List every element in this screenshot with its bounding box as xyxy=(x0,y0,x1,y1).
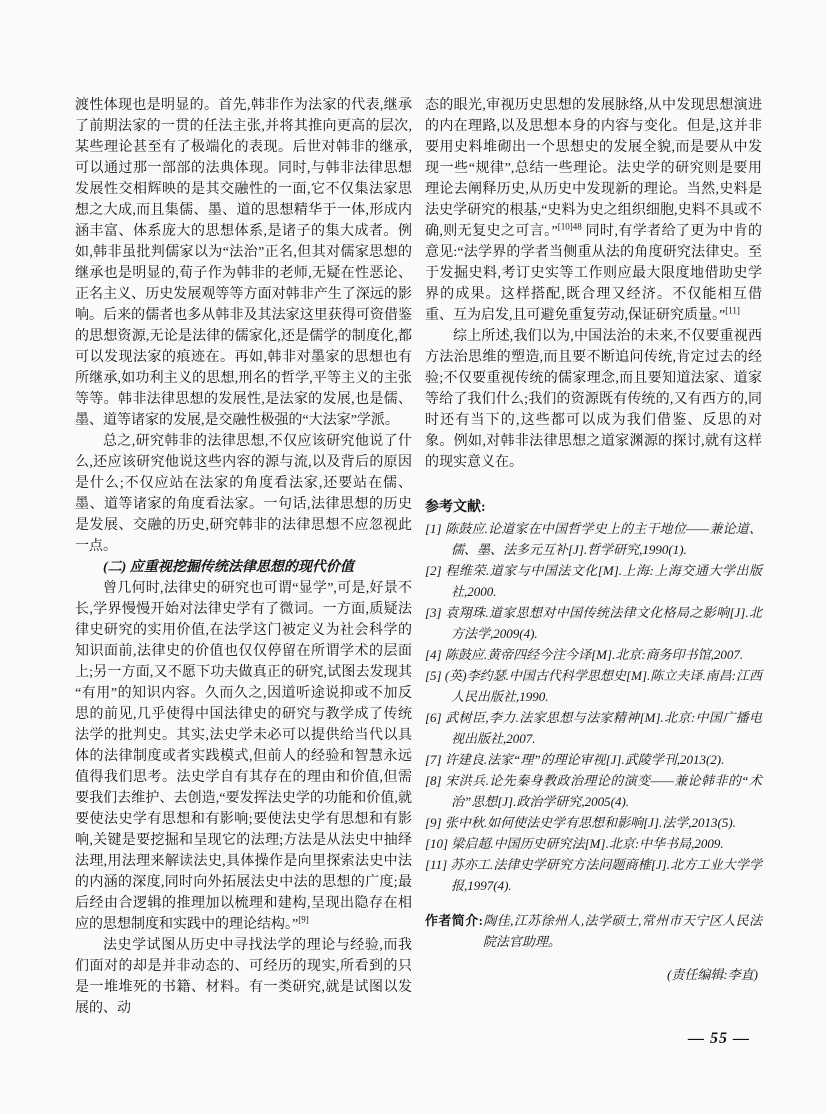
paragraph-modern-value xyxy=(75,578,412,935)
author-bio xyxy=(425,910,762,952)
paragraph-text: 态的眼光,审视历史思想的发展脉络,从中发现思想演进的内在理路,以及思想本身的内容与变化。但是,这并非要用史料堆砌出一个思想史的发展全貌,而是要从中发现一些“规律”,总结一些理论。法史学的研究则是要用理论去阐释历史,从历史中发现新的理论。当然,史料是法史学研究的根基,“史料为史之组织细胞,史料不具或不确,则无复史之可言。” xyxy=(425,98,762,239)
reference-item: [9] 张中秋.如何使法史学有思想和影响[J].法学,2013(5). xyxy=(425,815,736,830)
citation-superscript-11: [11] xyxy=(725,305,740,316)
paragraph-summary: 总之,研究韩非的法律思想,不仅应该研究他说了什么,还应该研究他说这些内容的源与流,以及背后的原因是什么;不仅应站在法家的角度看法家,还要站在儒、墨、道等诸家的角度看法家。一句话,法律思想的历史是发展、交融的历史,研究韩非的法律思想不应忽视此一点。 xyxy=(75,434,412,554)
reference-item: [3] 袁翔珠.道家思想对中国传统法律文化格局之影响[J].北方法学,2009(4). xyxy=(425,605,762,641)
reference-item: [6] 武树臣,李力.法家思想与法家精神[M].北京:中国广播电视出版社,2007. xyxy=(425,710,762,746)
section-heading: (二) 应重视挖掘传统法律思想的现代价值 xyxy=(103,560,354,575)
reference-item: [5] (英)李约瑟.中国古代科学思想史[M].陈立夫译.南昌:江西人民出版社,1990. xyxy=(425,668,762,704)
references-list xyxy=(425,518,762,896)
reference-item: [4] 陈鼓应.黄帝四经今注今译[M].北京:商务印书馆,2007. xyxy=(425,647,744,662)
paragraph-legal-history: 法史学试图从历史中寻找法学的理论与经验,而我们面对的却是并非动态的、可经历的现实,所看到的只是一堆堆死的书籍、材料。有一类研究,就是试图以发展的、动 xyxy=(75,938,412,1016)
references-heading: 参考文献: xyxy=(425,500,486,515)
page-number: — 55 — xyxy=(688,1030,750,1047)
editor-note: (责任编辑:李直) xyxy=(667,967,758,982)
reference-item: [7] 许建良.法家“理”的理论审视[J].武陵学刊,2013(2). xyxy=(425,752,725,767)
author-bio-text: 陶佳,江苏徐州人,法学硕士,常州市天宁区人民法院法官助理。 xyxy=(482,913,762,949)
reference-item: [10] 梁启超.中国历史研究法[M].北京:中华书局,2009. xyxy=(425,836,724,851)
reference-item: [11] 苏亦工.法律史学研究方法问题商榷[J].北方工业大学学报,1997(4). xyxy=(425,857,762,893)
author-bio-label: 作者简介: xyxy=(425,913,483,928)
two-column-body xyxy=(75,95,762,1019)
paragraph-conclusion: 综上所述,我们以为,中国法治的未来,不仅要重视西方法治思维的塑造,而且要不断追问传统,肯定过去的经验;不仅要重视传统的儒家理念,而且要知道法家、道家等给了我们什么;我们的资源既有传统的,又有西方的,同时还有当下的,这些都可以成为我们借鉴、反思的对象。例如,对韩非法律思想之道家渊源的探讨,就有这样的现实意义在。 xyxy=(425,329,762,470)
reference-item: [2] 程维荣.道家与中国法文化[M].上海:上海交通大学出版社,2000. xyxy=(425,563,762,599)
citation-superscript-9: [9] xyxy=(298,914,309,925)
left-column xyxy=(75,95,412,1019)
citation-superscript-10: [10]48 xyxy=(557,221,582,232)
right-column xyxy=(425,95,762,1019)
reference-item: [1] 陈鼓应.论道家在中国哲学史上的主干地位——兼论道、儒、墨、法多元互补[J].哲学研究,1990(1). xyxy=(425,521,762,557)
paragraph-text: 同时,有学者给了更为中肯的意见:“法学界的学者当侧重从法的角度研究法律史。至于发掘史料,考订史实等工作则应最大限度地借助史学界的成果。这样搭配,既合理又经济。不仅能相互借重、互为启发,且可避免重复劳动,保证研究质量。” xyxy=(425,224,762,323)
paragraph-text: 曾几何时,法律史的研究也可谓“显学”,可是,好景不长,学界慢慢开始对法律史学有了微词。一方面,质疑法律史研究的实用价值,在法学这门被定义为社会科学的知识面前,法律史的价值也仅仅停留在所谓学术的层面上;另一方面,又不愿下功夫做真正的研究,试图去发现其“有用”的知识内容。久而久之,因道听途说抑或不加反思的前见,几乎使得中国法律史的研究与教学成了传统法学的批判史。其实,法史学未必可以提供给当代以具体的法律制度或者实践模式,但前人的经验和智慧永远值得我们思考。法史学自有其存在的理由和价值,但需要我们去维护、去创造,“要发挥法史学的功能和价值,就要使法史学有思想和有影响;要使法史学有思想和有影响,关键是要挖掘和呈现它的法理;方法是从法史中抽绎法理,用法理来解读法史,具体操作是向里探索法史中法的内涵的深度,同时向外拓展法史中法的思想的广度;最后经由合逻辑的推理加以梳理和建构,呈现出隐存在相应的思想制度和实践中的理论结构。” xyxy=(75,581,412,932)
paragraph-continued-from-previous-page: 渡性体现也是明显的。首先,韩非作为法家的代表,继承了前期法家的一贯的任法主张,并将其推向更高的层次,某些理论甚至有了极端化的表现。后世对韩非的继承,可以通过那一部部的法典体现。同时,与韩非法律思想发展性交相辉映的是其交融性的一面,它不仅集法家思想之大成,而且集儒、墨、道的思想精华于一体,形成内涵丰富、体系庞大的思想体系,是诸子的集大成者。例如,韩非虽批判儒家以为“法治”正名,但其对儒家思想的继承也是明显的,荀子作为韩非的老师,无疑在性恶论、正名主义、历史发展观等等方面对韩非产生了深远的影响。后来的儒者也多从韩非及其法家这里获得可资借鉴的思想资源,无论是法律的儒家化,还是儒学的制度化,都可以发现法家的痕迹在。再如,韩非对墨家的思想也有所继承,如功利主义的思想,刑名的哲学,平等主义的主张等等。韩非法律思想的发展性,是法家的发展,也是儒、墨、道等诸家的发展,是交融性极强的“大法家”学派。 xyxy=(75,98,412,428)
paragraph-continued-across-columns xyxy=(425,95,762,326)
reference-item: [8] 宋洪兵.论先秦身教政治理论的演变——兼论韩非的“术治”思想[J].政治学研究,2005(4). xyxy=(425,773,762,809)
